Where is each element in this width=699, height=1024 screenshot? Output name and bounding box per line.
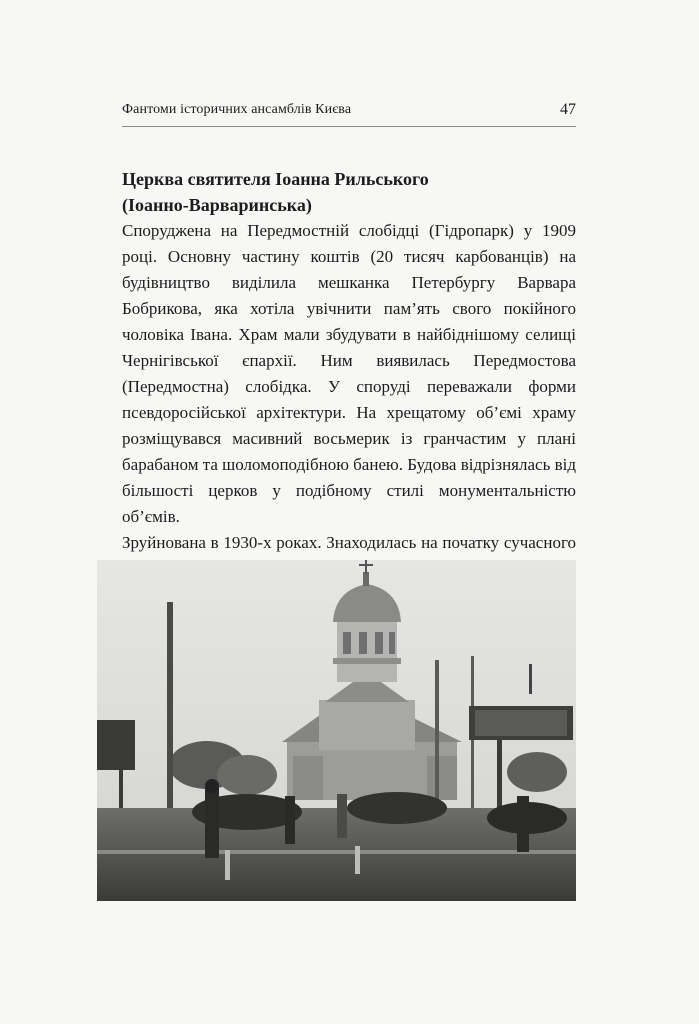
article: [122, 166, 576, 582]
article-title-line1: Церква святителя Іоанна Рильського: [122, 169, 429, 189]
article-title: [122, 166, 576, 218]
historic-church-photo: [97, 560, 576, 901]
article-title-line2: (Іоанно-Варваринська): [122, 195, 312, 215]
running-title: Фантоми історичних ансамблів Києва: [122, 102, 352, 117]
paragraph-1: Споруджена на Передмостній слобідці (Гідропарк) у 1909 році. Основну частину коштів (20 тисяч карбованців) на будівництво виділила мешканка Петербургу Варвара Бобрикова, яка хотіла увічнити пам’ять свого покійного чоловіка Івана. Храм мали збудувати в найбіднішому селищі Чернігівської єпархії. Ним виявилась Передмостова (Передмостна) слобідка. У споруді переважали форми псевдоросійської архітектури. На хрещатому об’ємі храму розміщувався масивний восьмерик із гранчастим у плані барабаном та шоломоподібною банею. Будова відрізнялась від більшості церков у подібному стилі монументальністю об’ємів.: [122, 221, 576, 526]
paragraph-2: Зруйнована в 1930-х роках. Знаходилась на початку сучасного: [122, 533, 576, 552]
church-photo-illustration: [97, 560, 576, 901]
page-number: 47: [560, 101, 576, 118]
running-header: [122, 100, 576, 127]
